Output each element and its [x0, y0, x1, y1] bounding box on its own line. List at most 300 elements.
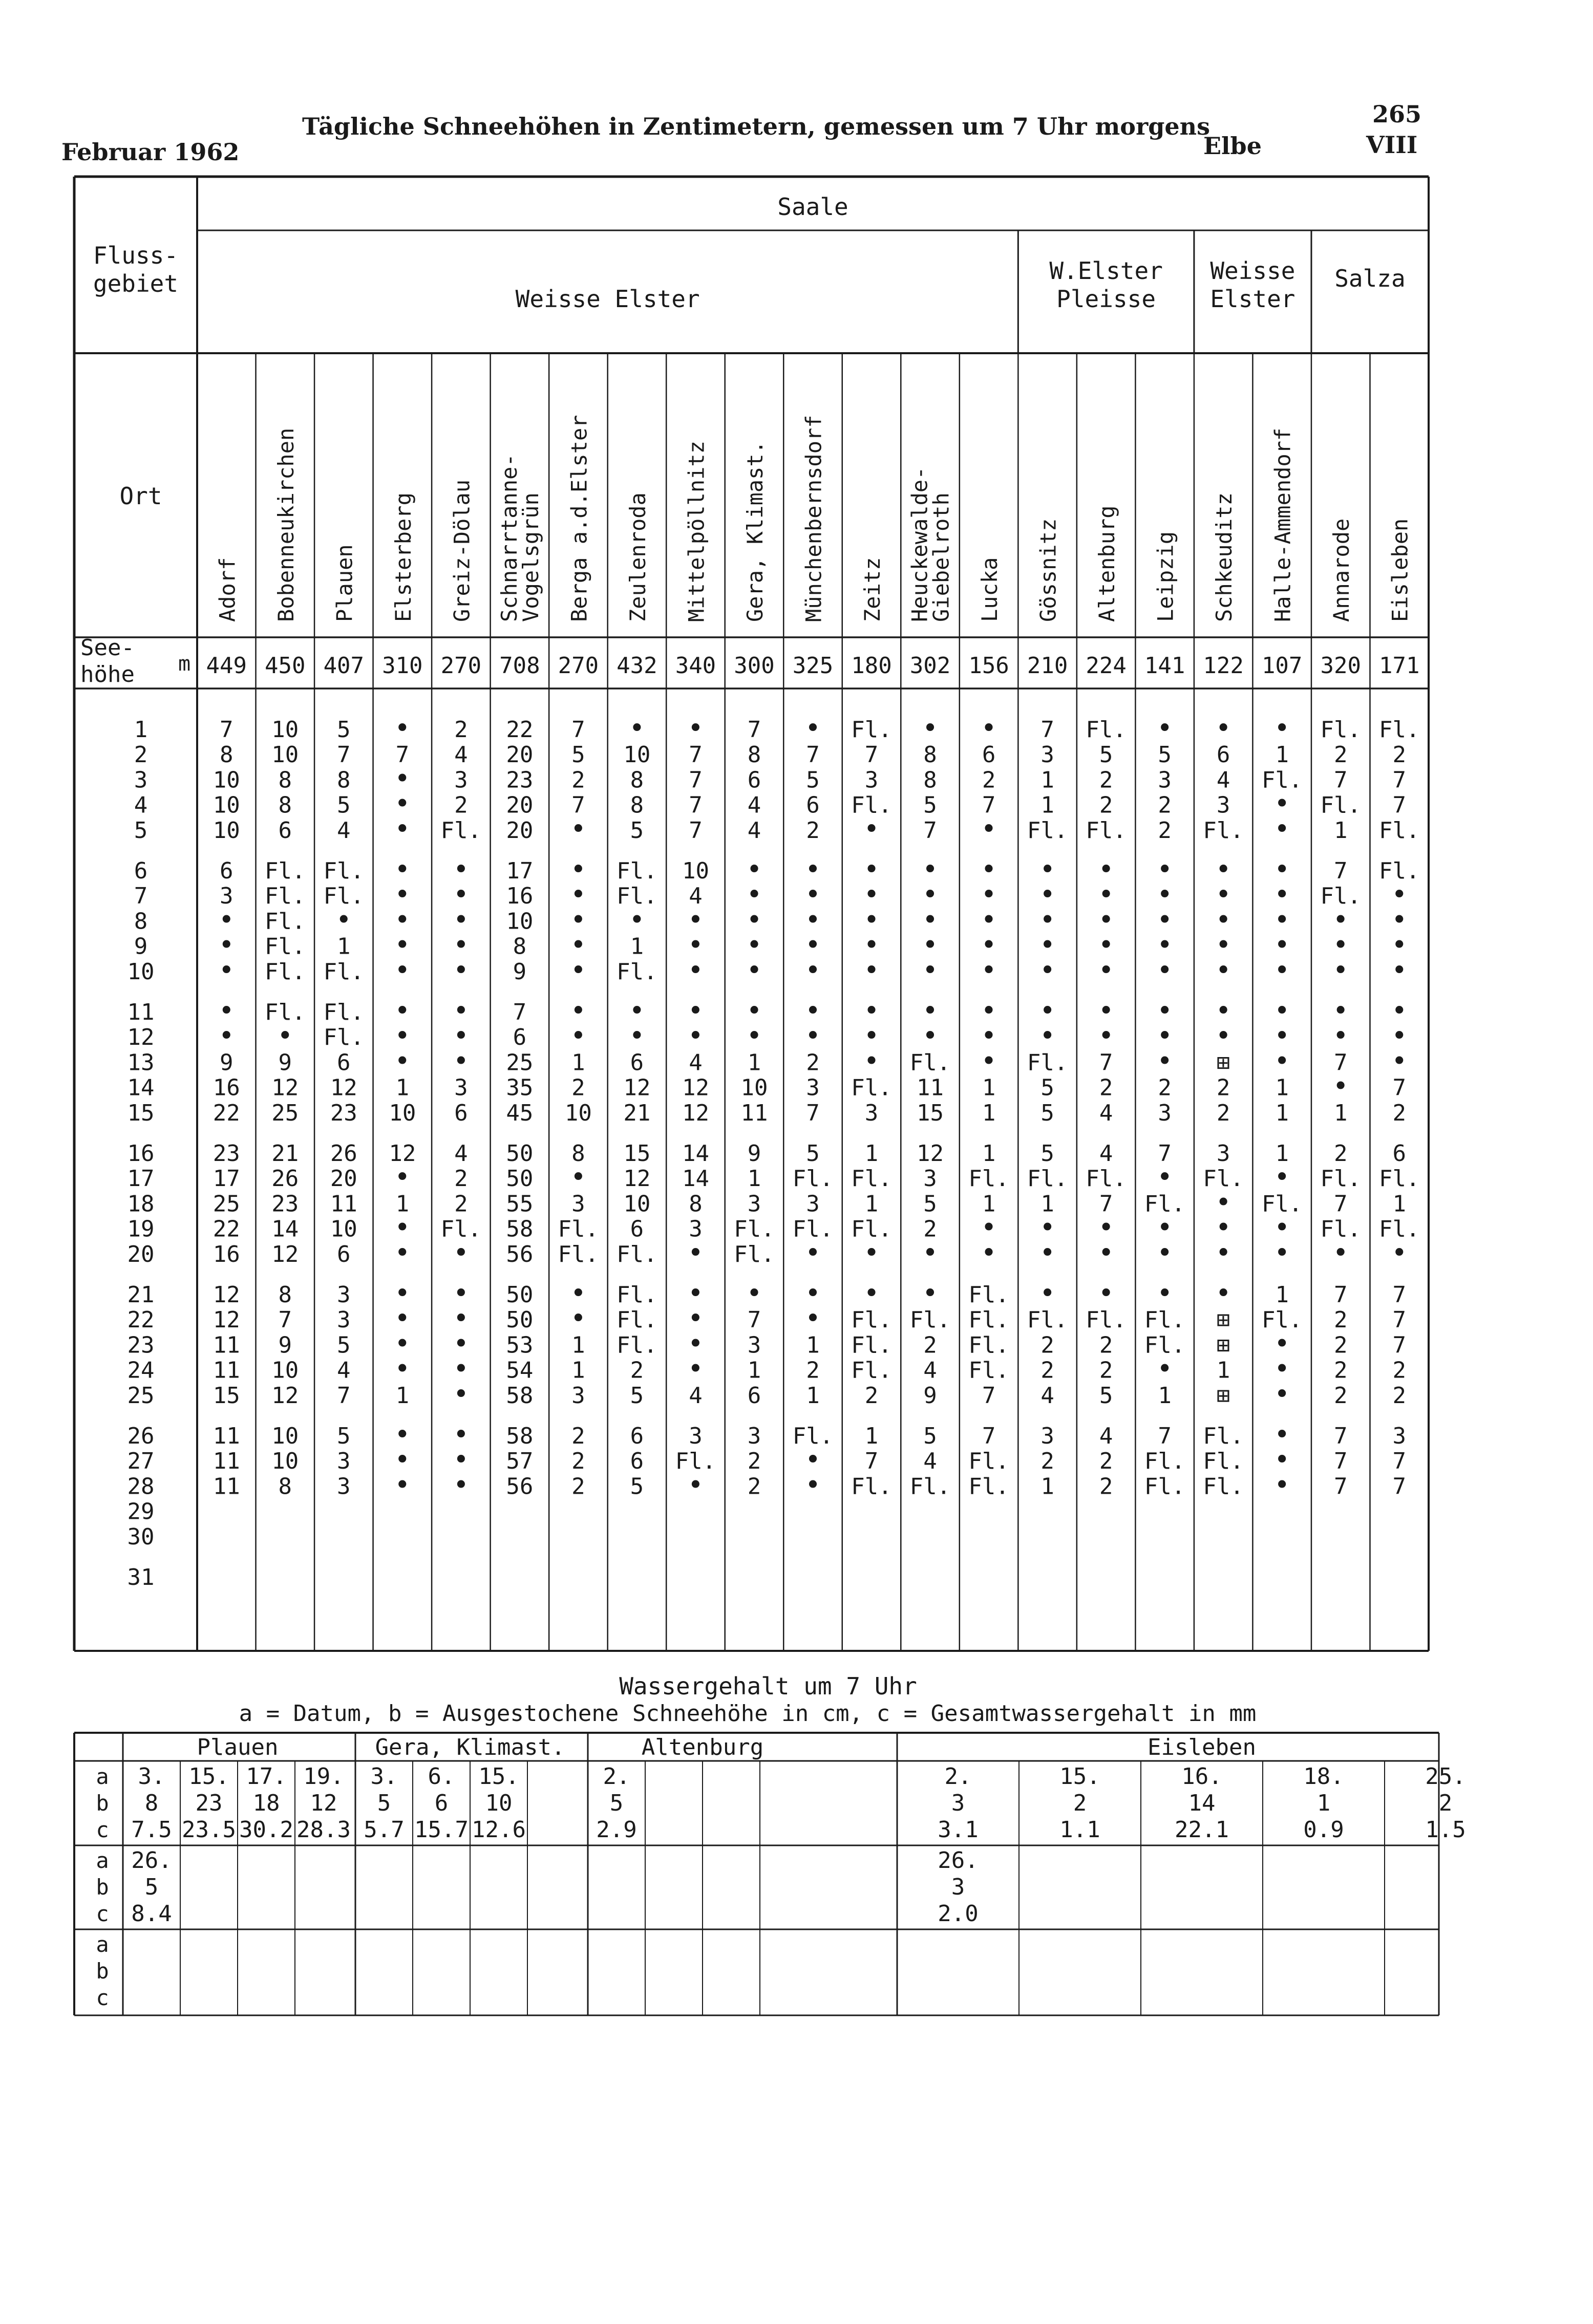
snow-depth-cell: 2	[864, 1382, 879, 1409]
snow-depth-cell: 2	[571, 1448, 585, 1475]
snow-depth-cell: 3	[1216, 1141, 1230, 1167]
snow-depth-cell: 5	[337, 717, 351, 743]
water-value: 3.	[370, 1763, 398, 1790]
snow-depth-cell: Fl.	[1320, 1216, 1361, 1242]
snow-depth-cell: •	[922, 854, 939, 885]
snow-depth-cell: 21	[623, 1100, 651, 1126]
snow-depth-cell: 12	[271, 1382, 299, 1409]
snow-depth-cell: 7	[1392, 1332, 1406, 1359]
snow-depth-cell: •	[1039, 1278, 1056, 1309]
snow-depth-cell: •	[981, 1021, 997, 1052]
snow-depth-cell: Fl.	[675, 1448, 716, 1475]
snow-depth-cell: 2	[571, 767, 585, 793]
snow-depth-cell: 50	[506, 1166, 534, 1192]
snow-depth-cell: 2	[630, 1357, 644, 1384]
snow-depth-cell: •	[335, 905, 352, 936]
day-number: 22	[127, 1307, 155, 1333]
snow-depth-cell: 16	[506, 883, 534, 910]
snow-depth-cell: 1	[1333, 1100, 1348, 1126]
snow-depth-cell: Fl.	[792, 1166, 834, 1192]
snow-depth-cell: •	[1039, 930, 1056, 961]
snow-depth-cell: Fl.	[1378, 1166, 1420, 1192]
snow-depth-cell: •	[687, 930, 704, 961]
snow-depth-cell: 7	[982, 1382, 996, 1409]
water-value: 5	[609, 1790, 624, 1816]
snow-depth-cell: •	[1039, 1021, 1056, 1052]
snow-depth-cell: •	[1098, 1278, 1114, 1309]
snow-depth-cell: 2	[982, 767, 996, 793]
snow-depth-cell: 1	[1040, 1473, 1054, 1500]
station-name-13: Giebelroth	[928, 492, 954, 622]
water-value: 18.	[1303, 1763, 1344, 1790]
snow-depth-cell: 25	[271, 1100, 299, 1126]
snow-depth-cell: 7	[1392, 767, 1406, 793]
snow-depth-cell: 1	[337, 933, 351, 960]
snow-depth-cell: 7	[1333, 858, 1348, 884]
snow-depth-cell: Fl.	[1320, 717, 1361, 743]
snow-depth-cell: 26	[330, 1141, 357, 1167]
snow-depth-cell: •	[453, 905, 470, 936]
water-value: 6.	[428, 1763, 455, 1790]
snow-depth-cell: 6	[278, 817, 292, 844]
snow-depth-cell: 12	[213, 1282, 240, 1308]
snow-depth-cell: •	[1332, 1021, 1349, 1052]
snow-depth-cell: Fl.	[323, 999, 365, 1025]
snow-depth-cell: 55	[506, 1191, 534, 1217]
water-title: Wassergehalt um 7 Uhr	[619, 1672, 917, 1700]
water-value: 8.4	[131, 1901, 172, 1927]
snow-depth-cell: •	[1274, 905, 1290, 936]
water-value: 1.5	[1425, 1817, 1466, 1843]
snow-depth-cell: 1	[630, 933, 644, 960]
snow-depth-cell: •	[570, 930, 587, 961]
snow-depth-cell: 10	[740, 1074, 768, 1101]
snow-depth-cell: Fl.	[792, 1216, 834, 1242]
snow-depth-cell: Fl.	[1378, 858, 1420, 884]
snow-depth-cell: 5	[923, 792, 937, 819]
station-altitude-18: 122	[1203, 653, 1244, 679]
snow-depth-cell: 5	[1040, 1100, 1054, 1126]
snow-depth-cell: 3	[1040, 1423, 1054, 1449]
station-name-19: Halle-Ammendorf	[1270, 427, 1295, 622]
day-number: 18	[127, 1191, 155, 1217]
snow-depth-cell: •	[981, 879, 997, 911]
snow-depth-cell: •	[1391, 1237, 1408, 1268]
snow-depth-cell: 2	[571, 1473, 585, 1500]
day-number: 29	[127, 1498, 155, 1525]
snow-depth-cell: 3	[454, 1074, 468, 1101]
page-title: Tägliche Schneehöhen in Zentimetern, gemessen um 7 Uhr morgens	[302, 113, 1210, 140]
snow-depth-cell: •	[1156, 854, 1173, 885]
snow-depth-cell: Fl.	[1144, 1332, 1185, 1359]
snow-depth-cell: 6	[513, 1024, 527, 1051]
snow-depth-cell: •	[1332, 996, 1349, 1026]
day-number: 26	[127, 1423, 155, 1449]
snow-depth-cell: 3	[806, 1191, 820, 1217]
water-value: 23	[195, 1790, 223, 1816]
station-altitude-16: 224	[1086, 653, 1127, 679]
snow-depth-cell: 9	[278, 1332, 292, 1359]
snow-depth-cell: 45	[506, 1100, 534, 1126]
flussgebiet-label: Fluss-	[93, 242, 179, 269]
snow-depth-cell: Fl.	[851, 1216, 892, 1242]
snow-depth-cell: •	[394, 1278, 411, 1309]
snow-depth-cell: 58	[506, 1423, 534, 1449]
snow-depth-cell: 2	[747, 1473, 761, 1500]
snow-depth-cell: 2	[1158, 792, 1172, 819]
station-altitude-4: 310	[382, 653, 423, 679]
snow-depth-cell: Fl.	[440, 1216, 482, 1242]
snow-depth-cell: 8	[923, 767, 937, 793]
water-value: 15.7	[414, 1817, 469, 1843]
snow-depth-cell: 2	[806, 1049, 820, 1076]
snow-depth-cell: 20	[330, 1166, 357, 1192]
snow-depth-cell: •	[1274, 813, 1290, 845]
snow-depth-cell: •	[570, 854, 587, 885]
snow-depth-cell: 1	[1040, 767, 1054, 793]
snow-depth-cell: Fl.	[851, 1357, 892, 1384]
snow-depth-cell: 1	[1275, 1100, 1289, 1126]
snow-depth-cell: •	[687, 1278, 704, 1309]
snow-depth-cell: •	[687, 1470, 704, 1501]
snow-depth-cell: 4	[747, 817, 761, 844]
snow-depth-cell: Fl.	[1144, 1191, 1185, 1217]
snow-depth-cell: •	[218, 996, 235, 1026]
snow-depth-cell: 3	[337, 1473, 351, 1500]
snow-depth-cell: 7	[1333, 1282, 1348, 1308]
snow-depth-cell: 1	[747, 1049, 761, 1076]
water-value: 3	[951, 1790, 965, 1816]
snow-depth-cell: Fl.	[617, 958, 657, 985]
snow-depth-cell: •	[394, 1419, 411, 1450]
snow-depth-cell: Fl.	[1320, 1166, 1361, 1192]
snow-depth-cell: 7	[1040, 717, 1054, 743]
snow-depth-cell: 2	[454, 1166, 468, 1192]
snow-depth-cell: 5	[1099, 742, 1113, 768]
snow-depth-cell: 50	[506, 1141, 534, 1167]
group-label: W.Elster	[1049, 257, 1163, 285]
snow-depth-cell: Fl.	[1261, 1307, 1303, 1333]
snow-depth-cell: 6	[220, 858, 233, 884]
snow-depth-cell: •	[1274, 996, 1290, 1026]
snow-depth-cell: 2	[571, 1074, 585, 1101]
group-label: Salza	[1334, 265, 1406, 292]
snow-depth-cell: 10	[213, 792, 240, 819]
snow-depth-cell: 3	[571, 1191, 585, 1217]
snow-depth-cell: •	[394, 1303, 411, 1335]
snow-depth-cell: 12	[271, 1074, 299, 1101]
snow-depth-cell: •	[1156, 1021, 1173, 1052]
snow-depth-cell: 5	[337, 1423, 351, 1449]
snow-depth-cell: •	[1156, 879, 1173, 911]
snow-depth-cell: •	[1156, 713, 1173, 744]
snow-depth-cell: •	[1098, 879, 1114, 911]
snow-depth-cell: 11	[213, 1357, 240, 1384]
snow-depth-cell: •	[922, 930, 939, 961]
snow-depth-cell: Fl.	[1203, 1166, 1244, 1192]
snow-depth-cell: •	[804, 955, 821, 986]
day-number: 12	[127, 1024, 155, 1051]
snow-depth-cell: 2	[1392, 1357, 1406, 1384]
snow-depth-cell: 3	[747, 1191, 761, 1217]
water-value: 2.9	[596, 1817, 637, 1843]
snow-depth-cell: Fl.	[265, 933, 306, 960]
snow-depth-cell: 5	[337, 1332, 351, 1359]
snow-depth-cell: 14	[682, 1166, 709, 1192]
group-label: Weisse Elster	[515, 285, 700, 313]
snow-depth-cell: Fl.	[909, 1473, 951, 1500]
snow-depth-cell: Fl.	[1144, 1448, 1185, 1475]
water-value: 2	[1438, 1790, 1453, 1816]
snow-depth-cell: •	[277, 1021, 293, 1052]
snow-depth-cell: 3	[806, 1074, 820, 1101]
snow-depth-cell: •	[570, 1162, 587, 1193]
snow-depth-cell: 7	[1392, 1282, 1406, 1308]
snow-depth-cell: 1	[864, 1423, 879, 1449]
snow-depth-cell: 1	[982, 1141, 996, 1167]
snow-depth-cell: 2	[1099, 1448, 1113, 1475]
snow-depth-cell: 2	[1333, 1357, 1348, 1384]
snow-depth-cell: 2	[571, 1423, 585, 1449]
snow-depth-cell: 4	[923, 1448, 937, 1475]
station-name-16: Altenburg	[1094, 505, 1120, 622]
snow-depth-cell: Fl.	[1144, 1307, 1185, 1333]
water-row-label: c	[96, 1901, 109, 1926]
snow-depth-cell: 2	[1099, 1332, 1113, 1359]
snow-depth-cell: 11	[330, 1191, 357, 1217]
snow-depth-cell: 12	[330, 1074, 357, 1101]
snow-depth-cell: •	[629, 905, 645, 936]
snow-depth-cell: •	[570, 879, 587, 911]
snow-depth-cell: 5	[923, 1423, 937, 1449]
flussgebiet-label: gebiet	[93, 270, 179, 297]
snow-depth-cell: •	[394, 1470, 411, 1501]
snow-depth-cell: •	[1098, 1212, 1114, 1243]
snow-depth-cell: 2	[1333, 1307, 1348, 1333]
snow-depth-cell: Fl.	[1027, 1049, 1068, 1076]
snow-depth-cell: 9	[513, 958, 527, 985]
snow-depth-cell: 7	[1333, 1448, 1348, 1475]
snow-depth-cell: 5	[1099, 1382, 1113, 1409]
snow-depth-cell: Fl.	[909, 1049, 951, 1076]
water-value: 1.1	[1059, 1817, 1100, 1843]
snow-depth-cell: •	[863, 854, 880, 885]
snow-depth-cell: 8	[571, 1141, 585, 1167]
day-number: 8	[134, 908, 148, 935]
snow-depth-cell: •	[1274, 1021, 1290, 1052]
snow-depth-cell: •	[1039, 1212, 1056, 1243]
snow-depth-cell: 7	[395, 742, 410, 768]
snow-depth-cell: 8	[513, 933, 527, 960]
day-number: 23	[127, 1332, 155, 1359]
snow-depth-cell: 2	[806, 1357, 820, 1384]
snow-depth-cell: •	[453, 955, 470, 986]
snow-depth-cell: •	[1039, 955, 1056, 986]
water-value: 12.6	[472, 1817, 526, 1843]
snow-depth-cell: •	[981, 713, 997, 744]
station-altitude-17: 141	[1144, 653, 1185, 679]
day-number: 15	[127, 1100, 155, 1126]
snow-depth-cell: 2	[1333, 742, 1348, 768]
snow-depth-cell: •	[1039, 879, 1056, 911]
station-altitude-12: 180	[851, 653, 892, 679]
snow-depth-cell: 1	[1275, 742, 1289, 768]
snow-depth-cell: 2	[1099, 1074, 1113, 1101]
snow-depth-cell: 4	[337, 817, 351, 844]
snow-depth-cell: 2	[454, 792, 468, 819]
snow-depth-cell: 6	[1216, 742, 1230, 768]
snow-depth-cell: •	[1391, 905, 1408, 936]
snow-depth-cell: •	[218, 905, 235, 936]
snow-depth-cell: 7	[982, 1423, 996, 1449]
snow-depth-cell: Fl.	[1203, 817, 1244, 844]
snow-depth-cell: •	[922, 905, 939, 936]
snow-depth-cell: 7	[278, 1307, 292, 1333]
water-row-label: b	[96, 1875, 109, 1900]
snow-depth-cell: •	[394, 1021, 411, 1052]
snow-depth-cell: 14	[682, 1141, 709, 1167]
snow-depth-cell: 7	[513, 999, 527, 1025]
day-number: 9	[134, 933, 148, 960]
snow-depth-cell: 11	[740, 1100, 768, 1126]
water-value: 5.7	[364, 1817, 405, 1843]
snow-depth-cell: 35	[506, 1074, 534, 1101]
snow-depth-cell: 1	[571, 1049, 585, 1076]
snow-depth-cell: 25	[506, 1049, 534, 1076]
day-number: 10	[127, 958, 155, 985]
snow-depth-cell: •	[394, 713, 411, 744]
station-altitude-9: 340	[675, 653, 716, 679]
station-name-20: Annarode	[1329, 518, 1354, 622]
snow-depth-cell: 5	[630, 1382, 644, 1409]
snow-depth-cell: •	[1215, 879, 1231, 911]
ort-label: Ort	[119, 482, 162, 510]
station-name-7: Berga a.d.Elster	[566, 415, 592, 622]
station-name-17: Leipzig	[1153, 531, 1178, 622]
snow-depth-cell: 21	[271, 1141, 299, 1167]
snow-depth-cell: 56	[506, 1241, 534, 1267]
snow-depth-cell: •	[453, 1046, 470, 1077]
snow-depth-cell: Fl.	[1086, 717, 1127, 743]
snow-depth-cell: 7	[1333, 1473, 1348, 1500]
water-row-label: b	[96, 1959, 109, 1984]
snow-depth-cell: •	[394, 854, 411, 885]
snow-depth-cell: 5	[630, 817, 644, 844]
snow-depth-cell: •	[804, 930, 821, 961]
snow-depth-cell: 54	[506, 1357, 534, 1384]
snow-depth-cell: •	[218, 1021, 235, 1052]
snow-depth-cell: 3	[1216, 792, 1230, 819]
snow-depth-cell: 10	[271, 1357, 299, 1384]
snow-depth-cell: •	[746, 996, 762, 1026]
snow-depth-cell: Fl.	[617, 1307, 657, 1333]
snow-depth-cell: Fl.	[1086, 1307, 1127, 1333]
snow-depth-cell: •	[1215, 1212, 1231, 1243]
water-value: 15.	[1059, 1763, 1100, 1790]
snow-depth-cell: •	[746, 955, 762, 986]
snow-depth-cell: 5	[806, 1141, 820, 1167]
group-label: Weisse	[1210, 257, 1295, 285]
water-value: 14	[1188, 1790, 1216, 1816]
snow-depth-cell: •	[1215, 905, 1231, 936]
snow-depth-cell: Fl.	[617, 1332, 657, 1359]
snow-depth-cell: •	[922, 955, 939, 986]
snow-depth-cell: •	[1274, 1212, 1290, 1243]
snow-depth-cell: Fl.	[265, 858, 306, 884]
water-value: 12	[310, 1790, 337, 1816]
water-value: 18	[252, 1790, 280, 1816]
snow-depth-cell: 7	[1333, 1191, 1348, 1217]
snow-depth-cell: 7	[1333, 1423, 1348, 1449]
snow-depth-cell: Fl.	[909, 1307, 951, 1333]
water-value: 6	[434, 1790, 449, 1816]
snow-depth-cell: 5	[1040, 1074, 1054, 1101]
snow-depth-cell: •	[1274, 1162, 1290, 1193]
snow-depth-cell: 4	[1040, 1382, 1054, 1409]
day-number: 6	[134, 858, 148, 884]
snow-depth-cell: •	[863, 1021, 880, 1052]
snow-depth-cell: •	[394, 955, 411, 986]
water-station-gera: Gera, Klimast.	[375, 1734, 565, 1760]
snow-depth-cell: 1	[864, 1141, 879, 1167]
snow-depth-cell: 17	[506, 858, 534, 884]
snow-depth-cell: 4	[454, 1141, 468, 1167]
water-value: 30.2	[239, 1817, 293, 1843]
water-value: 2.	[603, 1763, 630, 1790]
station-name-1: Adorf	[215, 557, 240, 622]
snow-depth-cell: •	[804, 1470, 821, 1501]
snow-depth-cell: 4	[923, 1357, 937, 1384]
month-label: Februar 1962	[61, 138, 240, 166]
snow-depth-cell: 7	[689, 742, 703, 768]
volume-number: VIII	[1366, 131, 1418, 159]
water-row-label: b	[96, 1791, 109, 1816]
station-name-9: Mittelpöllnitz	[684, 440, 709, 622]
page-number: 265	[1372, 100, 1422, 128]
snow-depth-cell: 2	[1333, 1141, 1348, 1167]
snow-depth-cell: 1	[395, 1382, 410, 1409]
snow-depth-cell: 22	[506, 717, 534, 743]
day-number: 31	[127, 1564, 155, 1590]
snow-depth-cell: 11	[213, 1423, 240, 1449]
snow-depth-cell: •	[687, 1303, 704, 1335]
snow-depth-cell: •	[922, 996, 939, 1026]
station-altitude-5: 270	[440, 653, 482, 679]
snow-depth-cell: •	[804, 996, 821, 1026]
snow-depth-cell: •	[1274, 1237, 1290, 1268]
snow-depth-cell: 7	[1392, 1307, 1406, 1333]
snow-depth-cell: •	[1274, 955, 1290, 986]
snow-depth-cell: Fl.	[558, 1241, 599, 1267]
snow-depth-cell: 12	[682, 1074, 709, 1101]
snow-depth-cell: 8	[630, 767, 644, 793]
snow-depth-cell: 8	[337, 767, 351, 793]
seehoehe-unit: m	[178, 652, 191, 676]
snow-depth-cell: •	[394, 1328, 411, 1360]
water-row-label: a	[96, 1932, 109, 1957]
snow-depth-cell: Fl.	[851, 717, 892, 743]
snow-depth-cell: •	[453, 996, 470, 1026]
water-row-label: a	[96, 1848, 109, 1873]
snow-depth-cell: Fl.	[1086, 817, 1127, 844]
snow-depth-cell: 53	[506, 1332, 534, 1359]
snow-depth-cell: 6	[630, 1448, 644, 1475]
snow-depth-cell: 7	[806, 742, 820, 768]
snow-depth-cell: 2	[1333, 1382, 1348, 1409]
snow-depth-cell: 8	[923, 742, 937, 768]
snow-depth-cell: Fl.	[617, 858, 657, 884]
snow-depth-cell: •	[687, 1328, 704, 1360]
